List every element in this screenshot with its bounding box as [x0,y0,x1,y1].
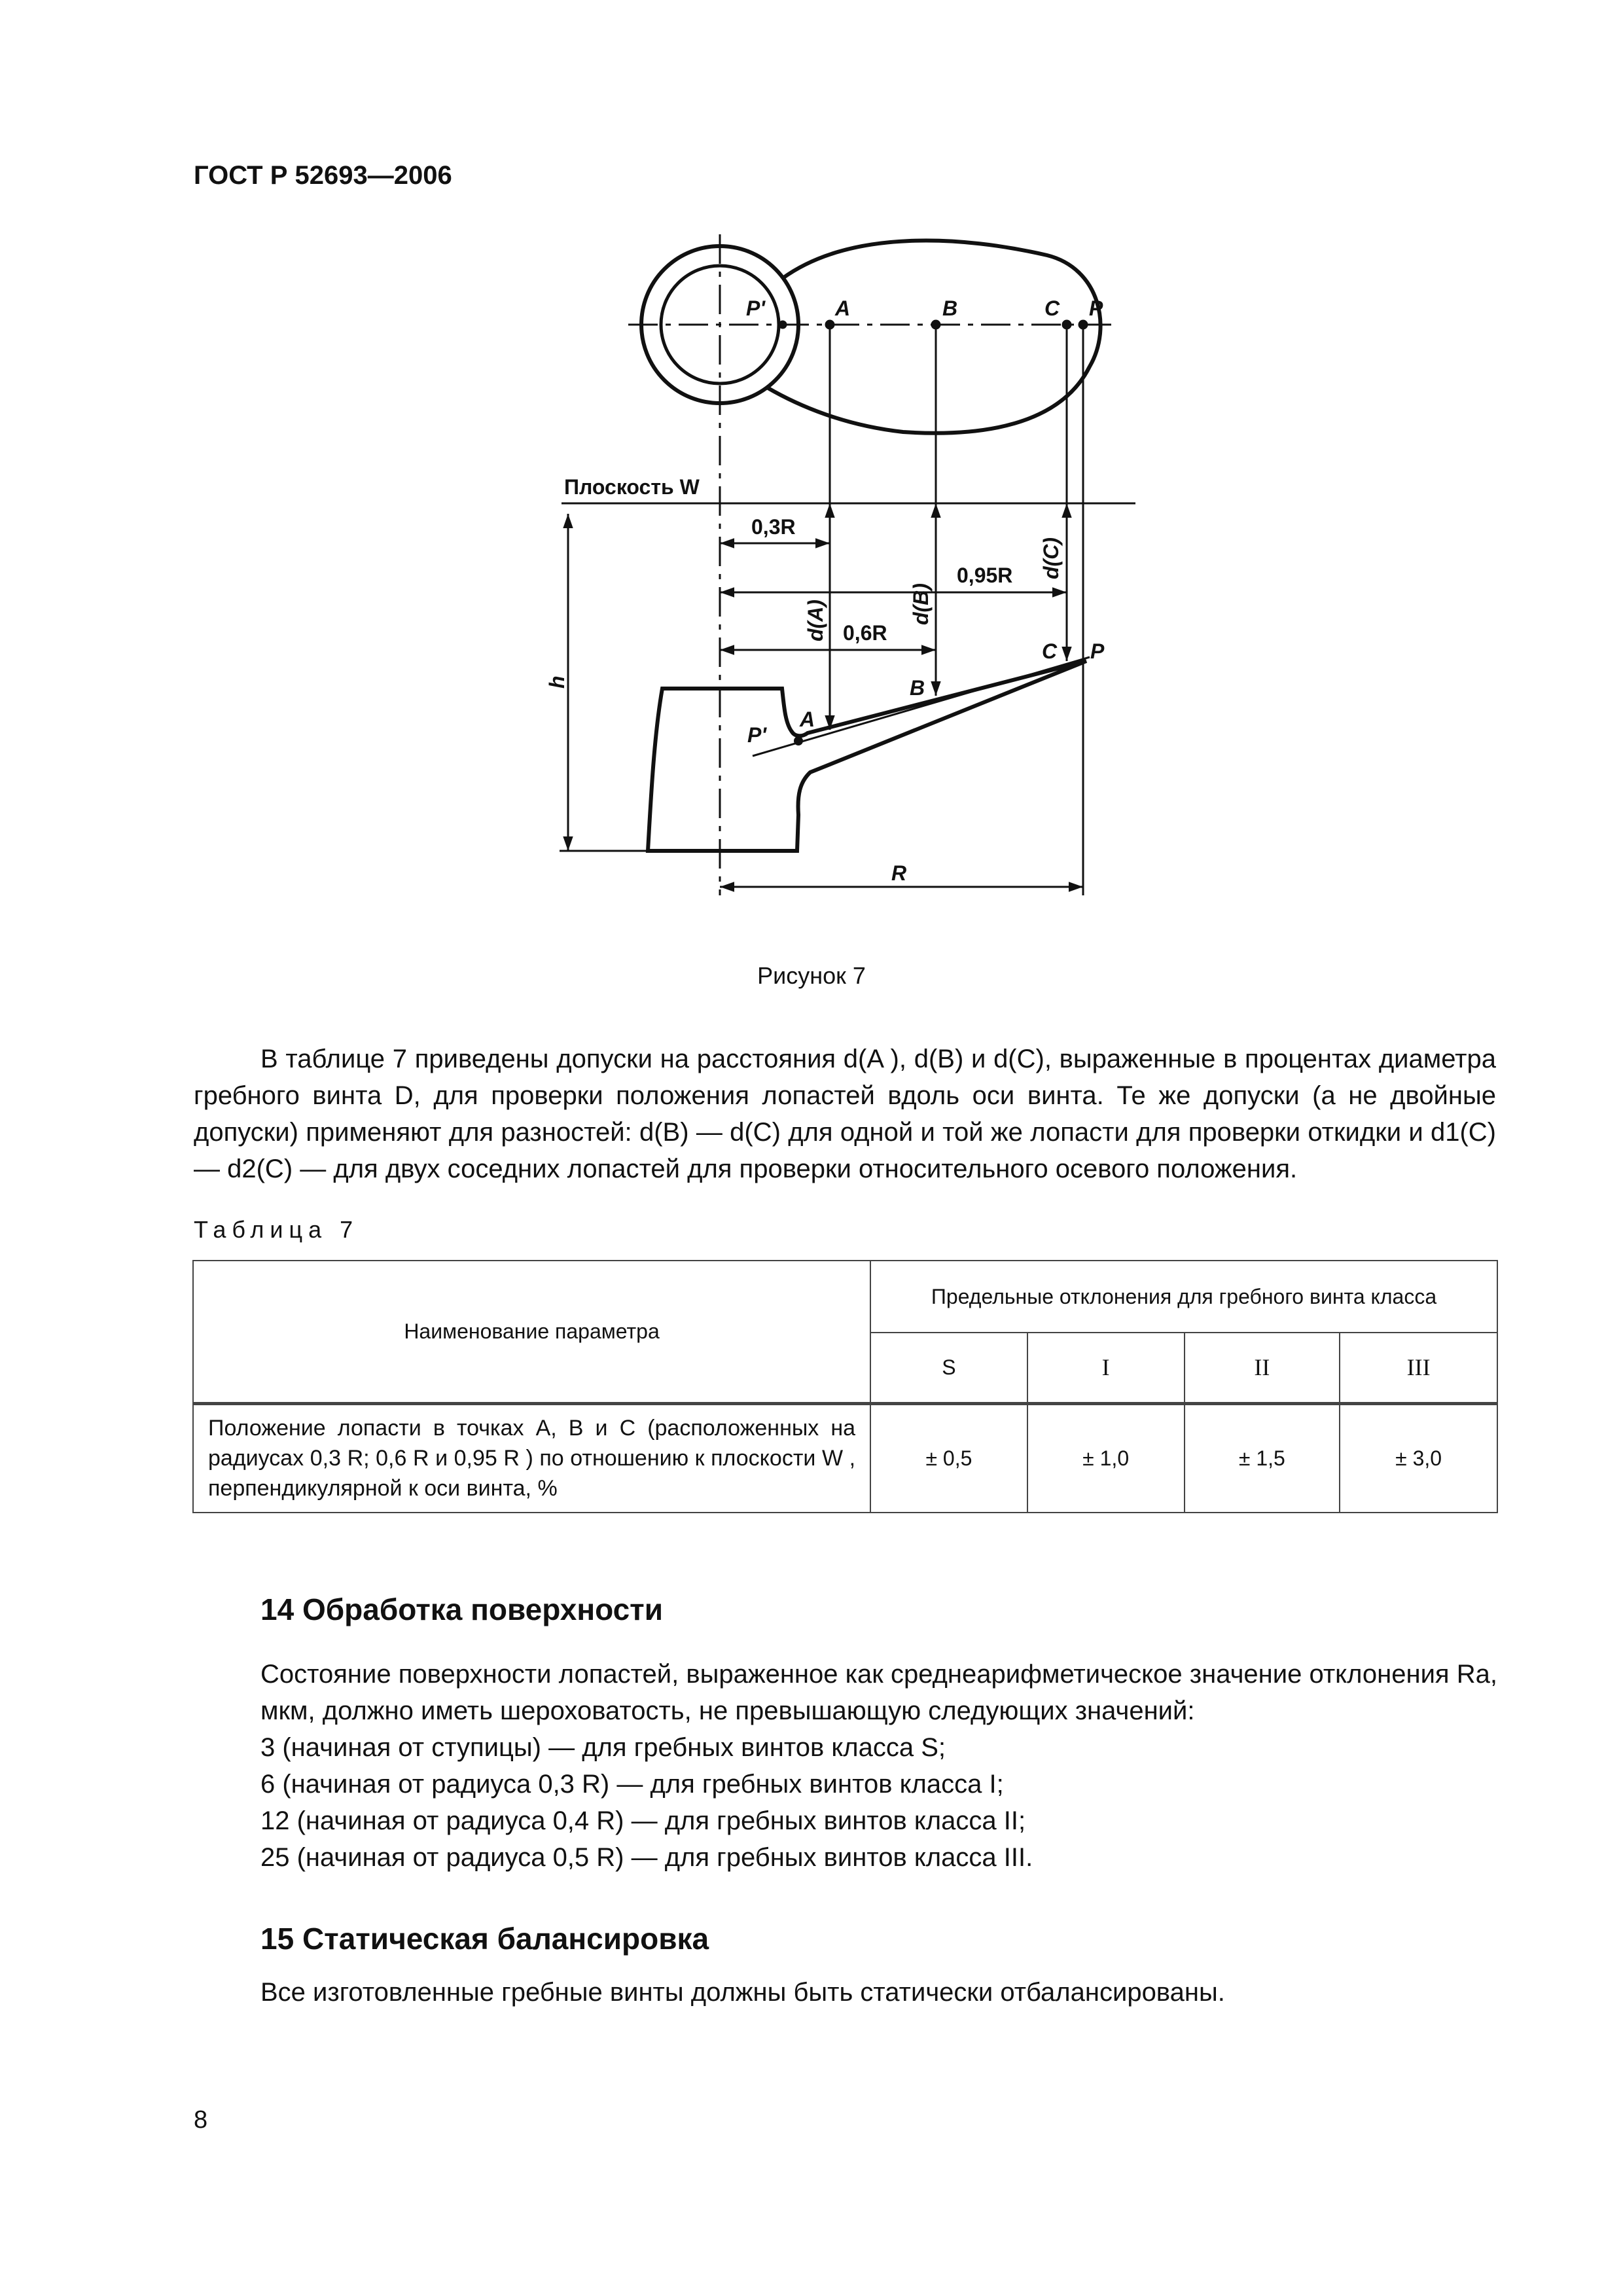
tolerance-table [192,1260,1498,1513]
hub-section-outline [648,661,1086,851]
page-number: 8 [194,2106,208,2134]
label-dim-095r: 0,95R [957,564,1013,587]
section-14-intro: Состояние поверхности лопастей, выраженное как среднеарифметическое значение отклонения Ra, мкм, должно иметь шероховатость, не превышающую следующих значений: [260,1660,1497,1725]
point-p-prime-side [794,736,803,745]
label-p-top: P [1089,296,1103,320]
class-header-cell: Предельные отклонения для гребного винта класса [870,1261,1497,1333]
figure-caption: Рисунок 7 [757,962,866,989]
value-class-i: ± 1,0 [1027,1403,1185,1513]
intro-text: В таблице 7 приведены допуски на расстояния d(A ), d(B) и d(C), выраженные в процентах диаметра гребного винта D, для проверки положения лопастей вдоль оси винта. Те же допуски (а не двойные допуски) применяют для разностей: d(B) — d(C) для одной и той же лопасти для проверки откидки и d1(C) — d2(C) — для двух соседних лопастей для проверки относительного осевого положения. [194,1045,1496,1183]
label-dim-03r: 0,3R [751,515,796,539]
blade-pitch-line [753,657,1090,756]
class-iii-header: III [1340,1333,1497,1403]
label-a-top: A [835,296,851,320]
label-c-side: C [1042,639,1058,663]
label-h: h [545,675,569,689]
label-d-b: d(B) [909,583,933,625]
section-14-body [260,1656,1497,1876]
list-item: 25 (начиная от радиуса 0,5 R) — для гребных винтов класса III. [260,1843,1033,1872]
class-i-header: I [1027,1333,1185,1403]
list-item: 6 (начиная от радиуса 0,3 R) — для гребных винтов класса I; [260,1770,1004,1799]
param-header-cell: Наименование параметра [193,1261,870,1403]
class-s-header: S [870,1333,1027,1403]
label-dim-06r: 0,6R [843,621,887,645]
point-p-prime-top [779,321,787,329]
value-class-iii: ± 3,0 [1340,1403,1497,1513]
value-class-ii: ± 1,5 [1185,1403,1340,1513]
list-item: 12 (начиная от радиуса 0,4 R) — для гребных винтов класса II; [260,1806,1026,1835]
document-header: ГОСТ Р 52693—2006 [194,161,452,190]
label-p-side: P [1090,639,1105,663]
param-description-cell: Положение лопасти в точках A, B и C (расположенных на радиусах 0,3 R; 0,6 R и 0,95 R ) по отношению к плоскости W , перпендикулярной к оси винта, % [193,1403,870,1513]
section-15-text: Все изготовленные гребные винты должны быть статически отбалансированы. [260,1978,1225,2007]
label-b-top: B [942,296,958,320]
label-d-a: d(A) [804,600,827,641]
label-p-prime-side: P' [747,723,766,747]
list-item: 3 (начиная от ступицы) — для гребных винтов класса S; [260,1733,946,1762]
figure-7-drawing [0,0,1623,949]
section-15-title: 15 Статическая балансировка [260,1922,709,1956]
label-p-prime-top: P' [746,296,765,320]
value-class-s: ± 0,5 [870,1403,1027,1513]
label-b-side: B [910,676,925,700]
table-label: Таблица 7 [194,1216,359,1243]
blade-outline-top [767,241,1101,433]
label-d-c: d(C) [1039,537,1063,579]
label-a-side: A [800,708,815,731]
label-plane-w: Плоскость W [564,475,700,499]
intro-paragraph [194,1041,1496,1187]
side-view [648,657,1090,851]
label-r: R [891,861,907,885]
class-ii-header: II [1185,1333,1340,1403]
label-c-top: C [1044,296,1060,320]
section-14-title: 14 Обработка поверхности [260,1592,663,1626]
